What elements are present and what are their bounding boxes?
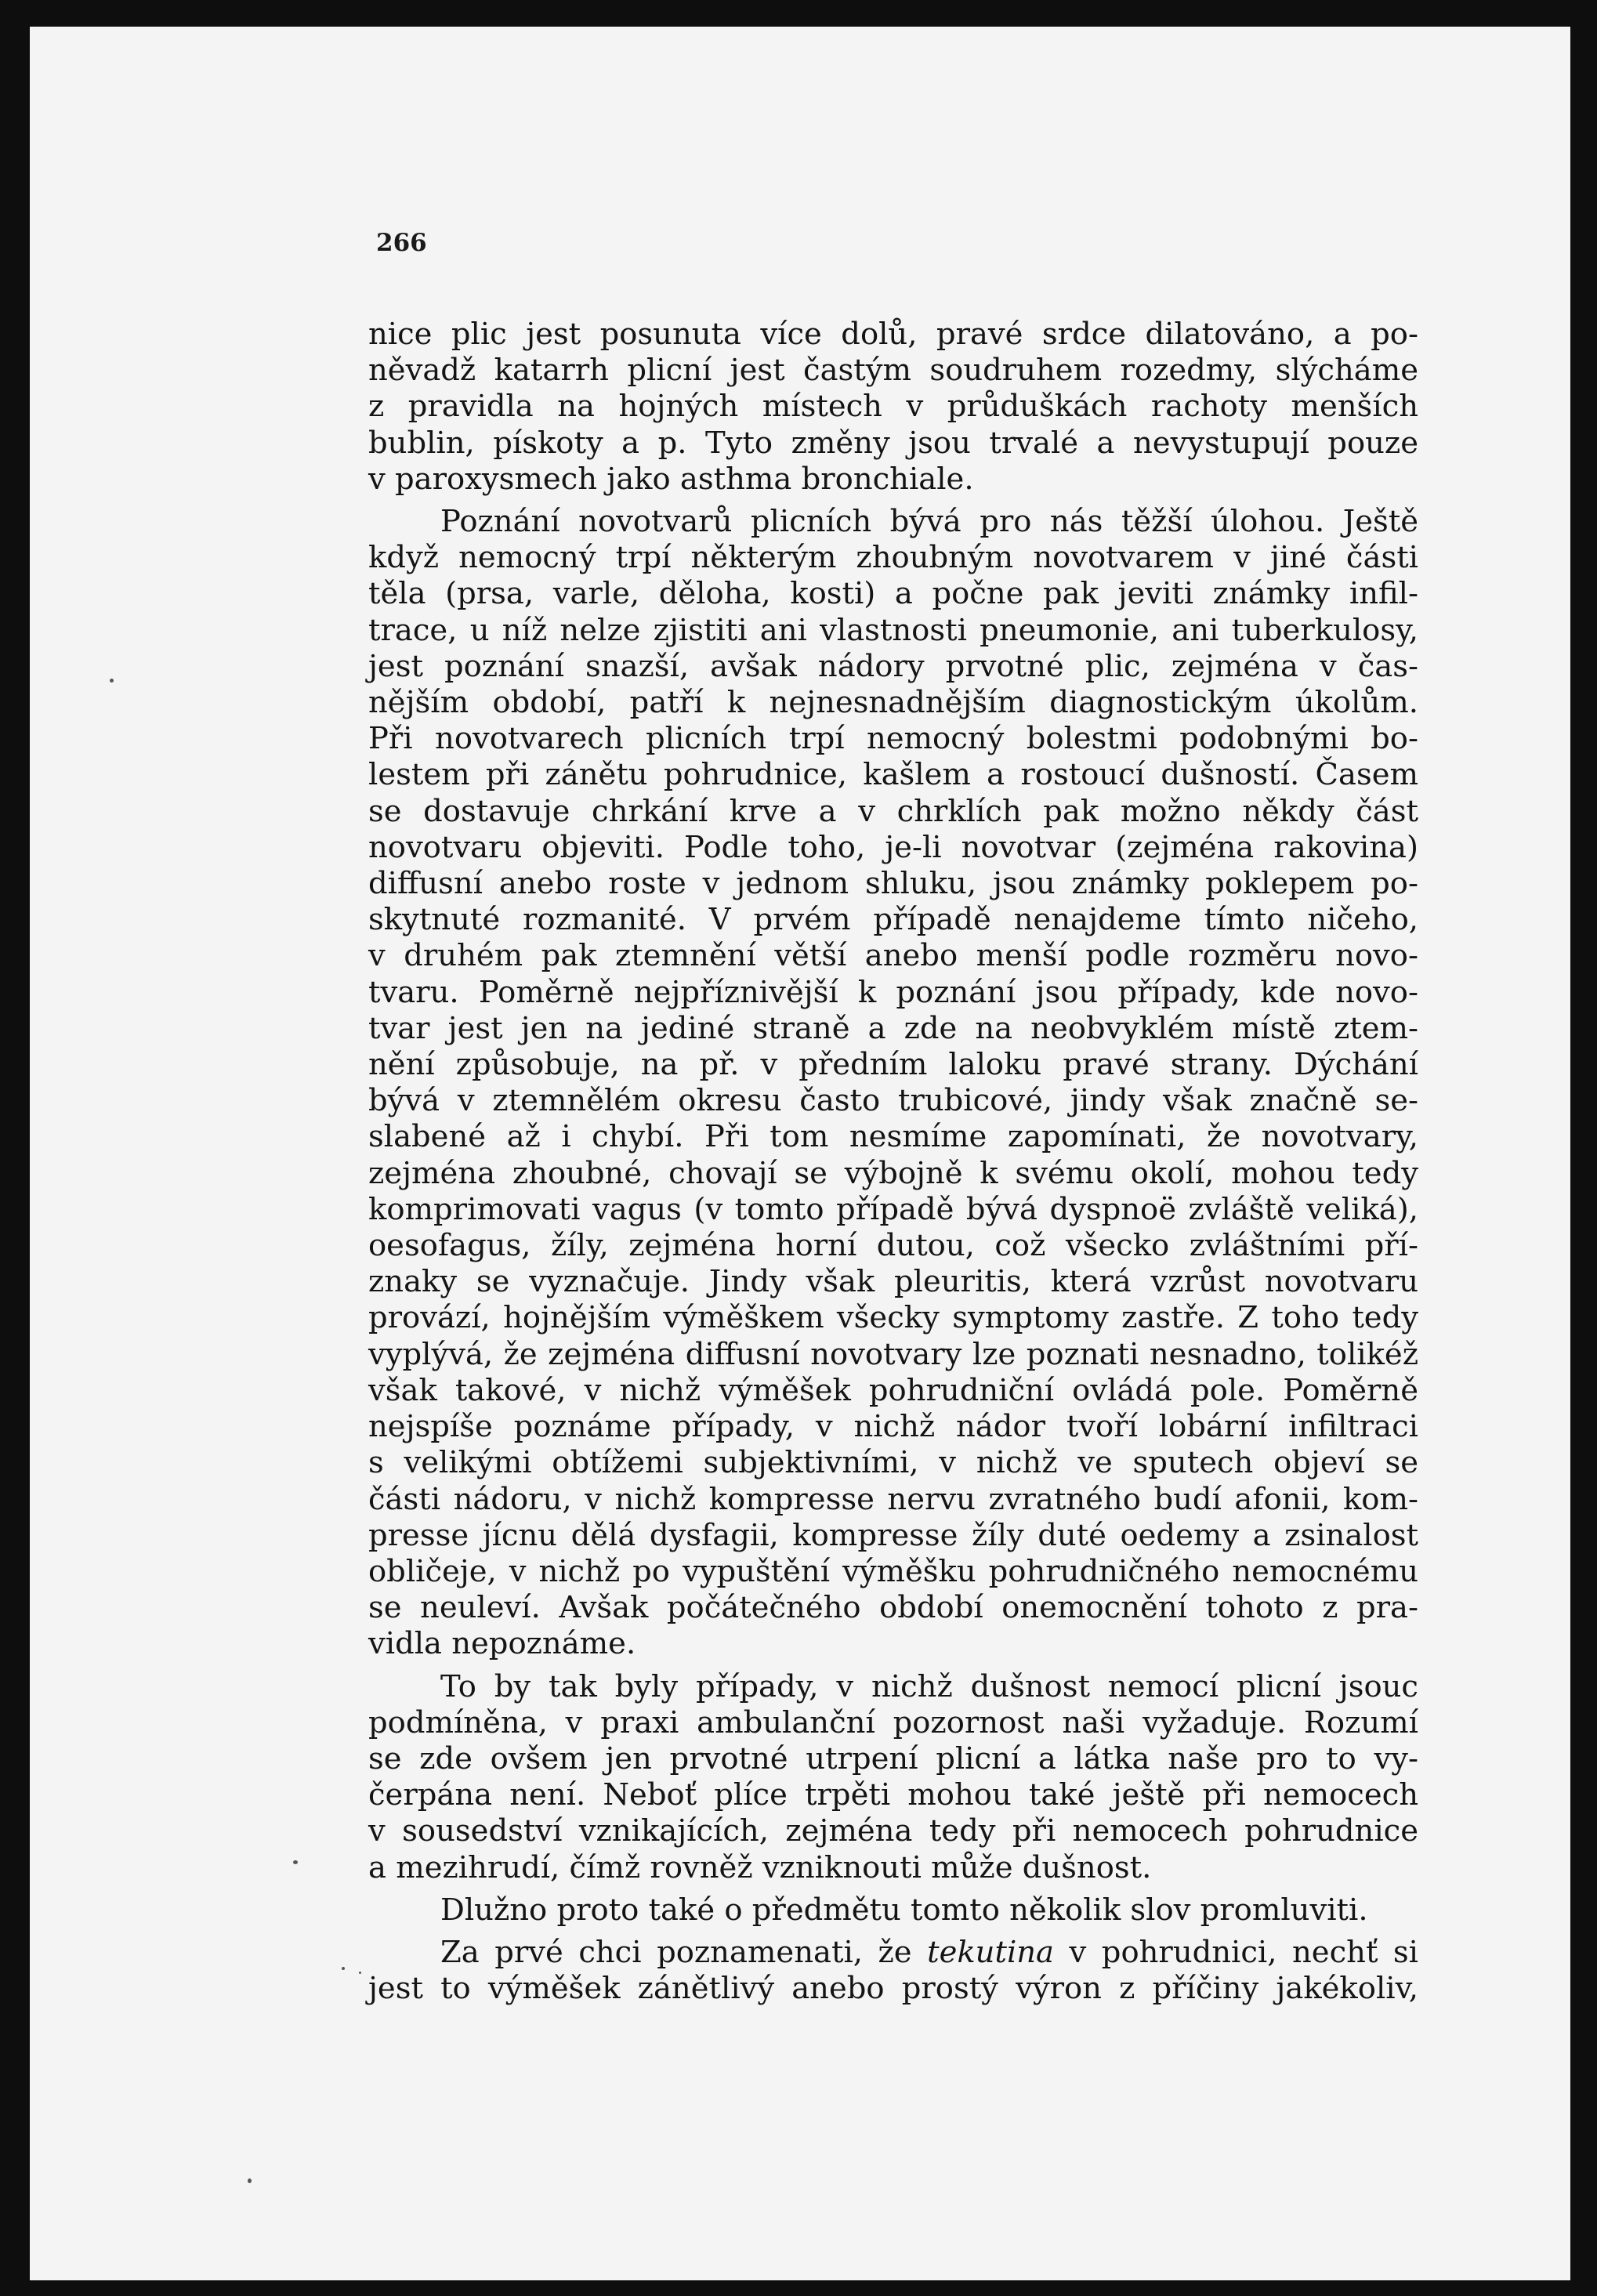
text-line: v paroxysmech jako asthma bronchiale. — [368, 461, 974, 497]
emphasized-term: tekutina — [927, 1934, 1055, 1970]
text-line: provází, hojnějším výměškem všecky symptomy zastře. Z toho tedy — [368, 1300, 1418, 1336]
text-line: oesofagus, žíly, zejména horní dutou, což všecko zvláštními pří- — [368, 1228, 1418, 1264]
text-line: čerpána není. Neboť plíce trpěti mohou také ještě při nemocech — [368, 1777, 1418, 1813]
text-line: To by tak byly případy, v nichž dušnost nemocí plicní jsouc — [440, 1668, 1418, 1704]
text-line: Při novotvarech plicních trpí nemocný bolestmi podobnými bo- — [368, 721, 1418, 757]
text-line: něvadž katarrh plicní jest častým soudruhem rozedmy, slýcháme — [368, 353, 1418, 389]
text-line: Dlužno proto také o předmětu tomto několik slov promluviti. — [440, 1892, 1368, 1928]
text-segment: v pohrudnici, nechť si — [1054, 1934, 1418, 1970]
text-line: jest to výměšek zánětlivý anebo prostý výron z příčiny jakékoliv, — [368, 1971, 1418, 2007]
text-line: se neuleví. Avšak počátečného období onemocnění tohoto z pra- — [368, 1590, 1418, 1626]
text-line: v druhém pak ztemnění větší anebo menší podle rozměru novo- — [368, 938, 1418, 974]
text-line: vidla nepoznáme. — [368, 1626, 636, 1662]
text-line: podmíněna, v praxi ambulanční pozornost naši vyžaduje. Rozumí — [368, 1704, 1418, 1740]
text-line: se zde ovšem jen prvotné utrpení plicní a látka naše pro to vy- — [368, 1740, 1418, 1776]
text-line: komprimovati vagus (v tomto případě bývá dyspnoë zvláště veliká), — [368, 1191, 1418, 1227]
text-line: se dostavuje chrkání krve a v chrklích pak možno někdy část — [368, 793, 1418, 829]
text-line: nejspíše poznáme případy, v nichž nádor tvoří lobární infiltraci — [368, 1409, 1418, 1445]
text-line: jest poznání snazší, avšak nádory prvotné plic, zejména v čas- — [368, 648, 1418, 684]
text-line: v sousedství vznikajících, zejména tedy při nemocech pohrudnice — [368, 1813, 1418, 1849]
text-line: když nemocný trpí některým zhoubným novotvarem v jiné části — [368, 540, 1418, 576]
text-line: novotvaru objeviti. Podle toho, je-li novotvar (zejména rakovina) — [368, 829, 1418, 865]
margin-speck — [110, 679, 114, 683]
text-line: skytnuté rozmanité. V prvém případě nenajdeme tímto ničeho, — [368, 902, 1418, 938]
text-line: s velikými obtížemi subjektivními, v nichž ve sputech objeví se — [368, 1445, 1418, 1481]
margin-speck — [248, 2178, 252, 2183]
text-line: presse jícnu dělá dysfagii, kompresse žíly duté oedemy a zsinalost — [368, 1517, 1418, 1553]
text-line: trace, u níž nelze zjistiti ani vlastnosti pneumonie, ani tuberkulosy, — [368, 612, 1418, 648]
margin-speck — [342, 1967, 345, 1970]
text-line: nice plic jest posunuta více dolů, pravé srdce dilatováno, a po- — [368, 317, 1418, 352]
text-line: tvaru. Poměrně nejpříznivější k poznání jsou případy, kde novo- — [368, 974, 1418, 1010]
text-line: části nádoru, v nichž kompresse nervu zvratného budí afonii, kom- — [368, 1481, 1418, 1517]
text-line: obličeje, v nichž po vypuštění výměšku pohrudničného nemocnému — [368, 1553, 1418, 1589]
body-text — [368, 317, 1418, 2007]
text-line: nějším období, patří k nejnesnadnějším diagnostickým úkolům. — [368, 685, 1418, 721]
text-line: však takové, v nichž výměšek pohrudniční ovládá pole. Poměrně — [368, 1372, 1418, 1408]
text-line: slabené až i chybí. Při tom nesmíme zapomínati, že novotvary, — [368, 1119, 1418, 1155]
margin-speck — [359, 1972, 361, 1974]
text-line: bublin, pískoty a p. Tyto změny jsou trvalé a nevystupují pouze — [368, 425, 1418, 461]
text-line: Poznání novotvarů plicních bývá pro nás těžší úlohou. Ještě — [440, 504, 1418, 540]
text-segment: Za prvé chci poznamenati, že — [440, 1934, 928, 1970]
text-line: a mezihrudí, čímž rovněž vzniknouti může dušnost. — [368, 1849, 1152, 1885]
margin-speck — [293, 1860, 298, 1864]
text-line: lestem při zánětu pohrudnice, kašlem a rostoucí dušností. Časem — [368, 757, 1418, 793]
page-number: 266 — [376, 229, 427, 257]
text-line: z pravidla na hojných místech v průduškách rachoty menších — [368, 389, 1418, 425]
text-line: diffusní anebo roste v jednom shluku, jsou známky poklepem po- — [368, 866, 1418, 902]
text-line: zejména zhoubné, chovají se výbojně k svému okolí, mohou tedy — [368, 1155, 1418, 1191]
text-line: nění způsobuje, na př. v předním laloku pravé strany. Dýchání — [368, 1047, 1418, 1083]
text-line — [368, 1935, 1418, 1971]
text-line: tvar jest jen na jediné straně a zde na neobvyklém místě ztem- — [368, 1010, 1418, 1046]
text-line: bývá v ztemnělém okresu často trubicové, jindy však značně se- — [368, 1083, 1418, 1119]
text-line: těla (prsa, varle, děloha, kosti) a počne pak jeviti známky infil- — [368, 576, 1418, 612]
book-page — [30, 27, 1570, 2280]
text-line: znaky se vyznačuje. Jindy však pleuritis, která vzrůst novotvaru — [368, 1264, 1418, 1300]
text-line: vyplývá, že zejména diffusní novotvary lze poznati nesnadno, tolikéž — [368, 1336, 1418, 1372]
